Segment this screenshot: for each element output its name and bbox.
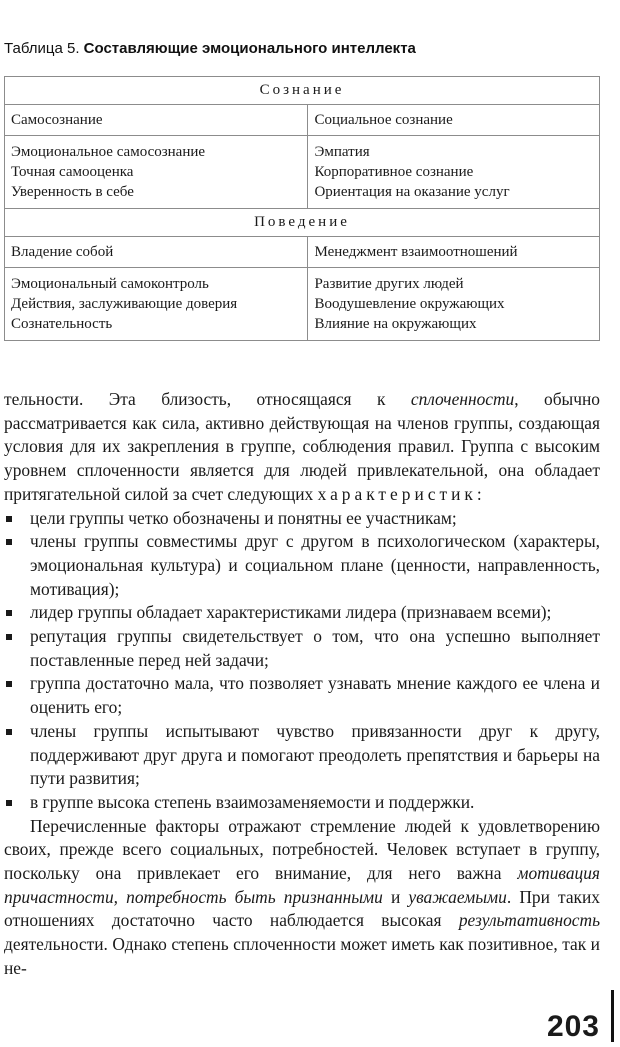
section-header-awareness: Сознание [5, 77, 600, 105]
emotional-intelligence-table [4, 76, 600, 341]
table-item: Точная самооценка [11, 164, 134, 180]
table-item: Ориентация на оказание услуг [314, 184, 510, 200]
table-item: Действия, заслуживающие доверия [11, 296, 238, 312]
table-item: Сознательность [11, 316, 113, 332]
page-number: 203 [546, 1010, 600, 1043]
emphasis: сплоченности [410, 389, 515, 409]
body-text [4, 388, 600, 981]
emphasis: результативность [458, 910, 600, 931]
table-cell [308, 268, 600, 341]
column-head-self-management: Владение собой [5, 237, 308, 268]
list-item: репутация группы свидетельствует о том, что она успешно выполняет поставленные перед ней задачи; [4, 625, 600, 672]
table-caption [4, 40, 604, 57]
paragraph [4, 815, 600, 981]
text-run: : [476, 483, 482, 504]
list-item: группа достаточно мала, что позволяет узнавать мнение каждого ее члена и оценить его; [4, 672, 600, 719]
text-run: тельности. Эта близость, относящаяся к [4, 389, 411, 409]
table-cell [308, 136, 600, 209]
column-head-social-awareness: Социальное сознание [308, 105, 600, 136]
section-header-behavior: Поведение [5, 209, 600, 237]
list-item: в группе высока степень взаимозаменяемости и поддержки. [4, 791, 600, 815]
page-edge-bar [611, 990, 614, 1042]
text-run: Перечисленные факторы отражают стремление людей к удовлетворению своих, прежде всего социальных, потребностей. Человек вступает в группу, поскольку она привлекает его внимание, для него важна [4, 815, 600, 884]
text-run: . При таких отношениях достаточно часто наблюдается высокая [4, 886, 600, 931]
table-item: Развитие других людей [314, 276, 464, 292]
list-item: члены группы испытывают чувство привязанности друг к другу, поддерживают друг друга и помогают преодолеть препятствия и барьеры на пути развития; [4, 720, 600, 791]
table-item: Корпоративное сознание [314, 164, 474, 180]
table-item: Уверенность в себе [11, 184, 134, 200]
table-cell [5, 136, 308, 209]
table-item: Влияние на окружающих [314, 316, 477, 332]
list-item: члены группы совместимы друг с другом в психологическом (характеры, эмоциональная культура) и социальном плане (ценности, направленность, мотивация); [4, 530, 600, 601]
table-cell [5, 268, 308, 341]
table-item: Эмоциональное самосознание [11, 144, 206, 160]
paragraph [4, 388, 600, 507]
table-item: Воодушевление окружающих [314, 296, 505, 312]
text-run: и [382, 886, 409, 907]
emphasis: уважаемыми [408, 886, 507, 907]
emphasis: мотивация причастности, потребность быть признанными [4, 863, 600, 907]
text-run: деятельности. Однако степень сплоченности может иметь как позитивное, так и не- [4, 934, 600, 978]
caption-title: Составляющие эмоционального интеллекта [83, 40, 416, 57]
spaced-word: характеристик [317, 483, 477, 504]
text-run: , обычно рассматривается как сила, активно действующая на членов группы, создающая условия для их закрепления в группе, соблюдения правил. Группа с высоким уровнем сплоченности является для людей привлекательной, она обладает притягательной силой за счет следующих [4, 389, 600, 504]
column-head-relationship-management: Менеджмент взаимоотношений [308, 237, 600, 268]
list-item: лидер группы обладает характеристиками лидера (признаваем всеми); [4, 601, 600, 625]
bullet-list [4, 507, 600, 815]
column-head-self-awareness: Самосознание [5, 105, 308, 136]
table-item: Эмпатия [314, 144, 370, 160]
list-item: цели группы четко обозначены и понятны ее участникам; [4, 507, 600, 531]
table-item: Эмоциональный самоконтроль [11, 276, 209, 292]
caption-prefix: Таблица 5. [4, 40, 80, 57]
